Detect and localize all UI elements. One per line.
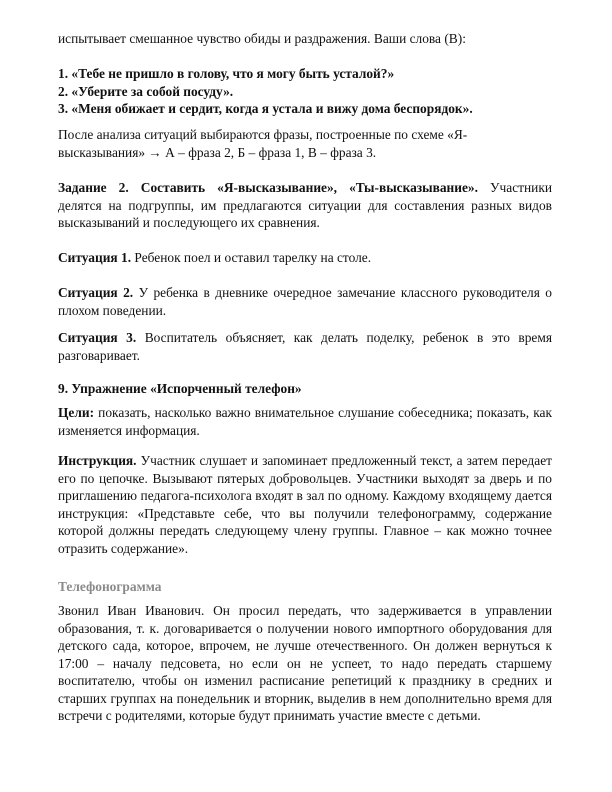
telephonogram-text: Звонил Иван Иванович. Он просил передать, что задерживается в управлении образования, т. к. договаривается о получении нового импортного оборудования для детского сада, которое, впрочем, не лучше отечественного. Он должен вернуться к 17:00 – началу педсовета, но если он не успеет, то надо передать старшему воспитателю, чтобы он изменил расписание репетиций к празднику в средних и старших группах на понедельник и вторник, выделив в нем дополнительно время для встречи с родителями, которые будут принимать участие вместе с детьми. <box>58 603 552 723</box>
exercise9-title: 9. Упражнение «Испорченный телефон» <box>58 381 302 396</box>
exercise9-instruction: Инструкция. Участник слушает и запоминает предложенный текст, а затем передает его по цепочке. Вызывают пятерых добровольцев. Участники выходят за дверь и по приглашению педагога-психолога входят в зал по одному. Каждому входящему дается инструкция: «Представьте себе, что вы получили телефонограмму, содержание которой должны передать следующему члену группы. Главное – как можно точнее отразить содержание». <box>58 453 552 556</box>
analysis-paragraph: После анализа ситуаций выбираются фразы, построенные по схеме «Я-высказывания» → А – фраза 2, Б – фраза 1, В – фраза 3. <box>58 127 468 160</box>
situation-3: Ситуация 3. Воспитатель объясняет, как делать поделку, ребенок в это время разговаривает. <box>58 330 552 363</box>
phrase-item: 2. «Уберите за собой посуду». <box>58 83 234 99</box>
task2-paragraph <box>58 179 552 232</box>
intro-text: испытывает смешанное чувство обиды и раздражения. Ваши слова (В): <box>58 31 466 46</box>
telephonogram-heading: Телефонограмма <box>58 579 162 594</box>
exercise9-goals: Цели: показать, насколько важно внимательное слушание собеседника; показать, как изменяется информация. <box>58 405 552 438</box>
phrase-item: 1. «Тебе не пришло в голову, что я могу быть усталой?» <box>58 66 395 81</box>
situation-1: Ситуация 1. Ребенок поел и оставил тарелку на столе. <box>58 250 372 265</box>
phrase-item: 3. «Меня обижает и сердит, когда я устала и вижу дома беспорядок». <box>58 101 473 116</box>
situation-2: Ситуация 2. У ребенка в дневнике очередное замечание классного руководителя о плохом поведении. <box>58 285 552 318</box>
phrase-list <box>58 65 552 118</box>
task2-title: Задание 2. Составить «Я-высказывание», «Ты-высказывание». <box>58 180 478 195</box>
task2-text: Участники делятся на подгруппы, им предлагаются ситуации для составления разных видов высказываний и последующего их сравнения. <box>58 180 553 230</box>
